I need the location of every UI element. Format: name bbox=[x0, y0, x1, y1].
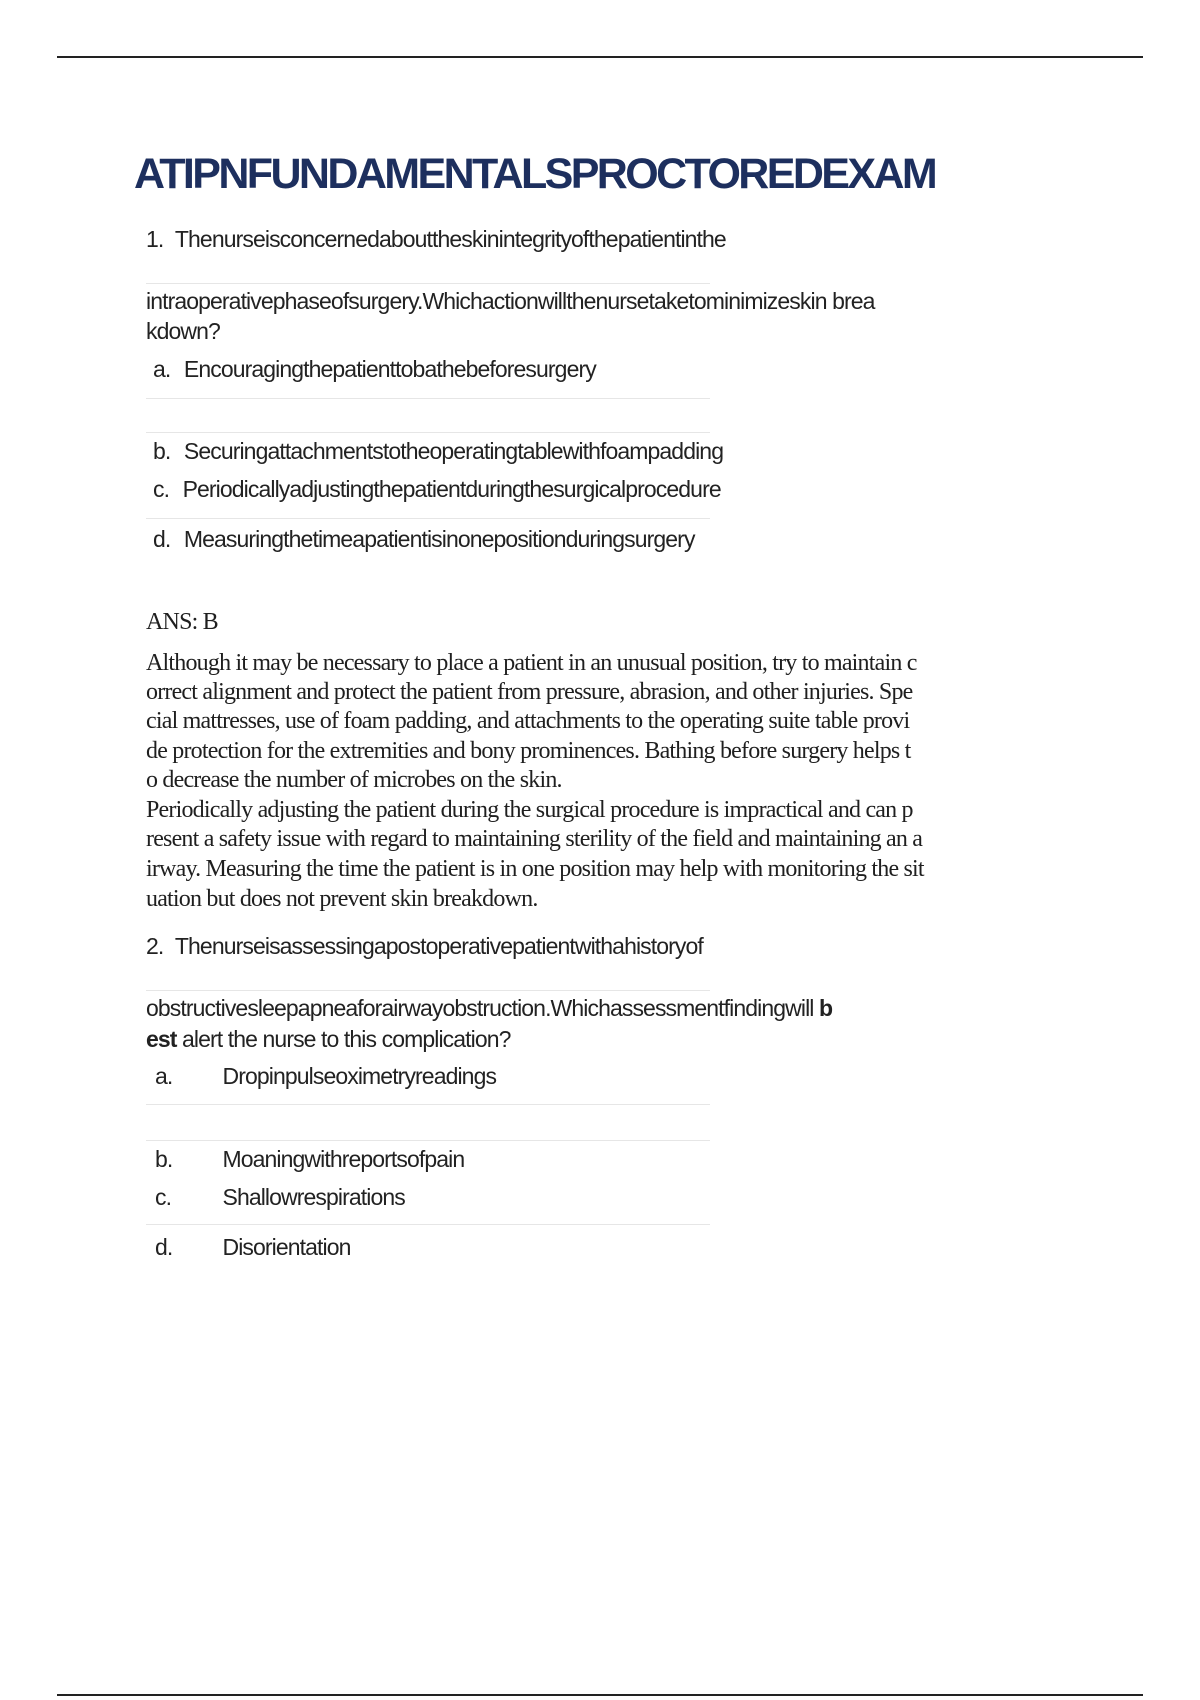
divider bbox=[146, 283, 710, 284]
question-2-number: 2. bbox=[146, 933, 164, 959]
divider bbox=[146, 1104, 710, 1105]
rationale-line: uation but does not prevent skin breakdown. bbox=[146, 886, 538, 912]
option-letter: a. bbox=[155, 1063, 173, 1089]
option-letter: c. bbox=[153, 476, 170, 502]
header-rule bbox=[57, 56, 1143, 58]
question-1-stem-line-1 bbox=[146, 226, 726, 253]
option-text: Periodicallyadjustingthepatientduringthesurgicalprocedure bbox=[182, 476, 721, 502]
question-1-stem-line-2: intraoperativephaseofsurgery.Whichactionwillthenursetaketominimizeskin brea bbox=[146, 288, 875, 314]
divider bbox=[146, 1224, 710, 1225]
option-letter: c. bbox=[155, 1184, 172, 1210]
footer-rule bbox=[57, 1694, 1143, 1696]
option-text: Securingattachmentstotheoperatingtablewithfoampadding bbox=[183, 438, 724, 464]
divider bbox=[146, 432, 710, 433]
option-text: Encouragingthepatienttobathebeforesurgery bbox=[183, 356, 596, 382]
option-text: Moaningwithreportsofpain bbox=[222, 1146, 465, 1172]
question-2-option-b bbox=[155, 1146, 464, 1173]
question-1-option-a bbox=[153, 356, 596, 383]
option-letter: b. bbox=[153, 438, 171, 464]
question-1-number: 1. bbox=[146, 226, 164, 252]
question-1-option-d bbox=[153, 526, 695, 553]
divider bbox=[146, 518, 710, 519]
question-2-stem-line-3 bbox=[146, 1026, 511, 1053]
rationale-line: o decrease the number of microbes on the skin. bbox=[146, 767, 562, 793]
divider bbox=[146, 990, 710, 991]
question-2-stem-line-1 bbox=[146, 933, 703, 960]
question-1-option-b bbox=[153, 438, 723, 465]
option-text: Measuringthetimeapatientisinonepositionduringsurgery bbox=[183, 526, 695, 552]
question-2-stem-emphasis: est bbox=[146, 1026, 177, 1052]
rationale-line: orrect alignment and protect the patient from pressure, abrasion, and other injuries. Spe bbox=[146, 679, 913, 705]
option-text: Shallowrespirations bbox=[222, 1184, 405, 1210]
question-1-answer: ANS: B bbox=[146, 609, 218, 635]
divider bbox=[146, 398, 710, 399]
question-1-stem-text: Thenurseisconcernedabouttheskinintegrityofthepatientinthe bbox=[174, 226, 726, 252]
question-2-stem-line-2 bbox=[146, 995, 832, 1022]
option-letter: d. bbox=[155, 1234, 173, 1260]
option-letter: d. bbox=[153, 526, 171, 552]
document-title: ATIPNFUNDAMENTALSPROCTOREDEXAM bbox=[134, 150, 936, 198]
question-1-stem-line-3: kdown? bbox=[146, 318, 220, 344]
rationale-line: cial mattresses, use of foam padding, and attachments to the operating suite table provi bbox=[146, 708, 910, 734]
question-2-option-d bbox=[155, 1234, 351, 1261]
question-2-stem-emphasis: b bbox=[819, 995, 833, 1021]
rationale-line: Although it may be necessary to place a patient in an unusual position, try to maintain c bbox=[146, 650, 917, 676]
question-1-option-c bbox=[153, 476, 721, 503]
question-2-option-c bbox=[155, 1184, 405, 1211]
rationale-line: de protection for the extremities and bony prominences. Bathing before surgery helps t bbox=[146, 738, 911, 764]
question-2-stem-text: Thenurseisassessingapostoperativepatientwithahistoryof bbox=[174, 933, 703, 959]
option-text: Disorientation bbox=[222, 1234, 351, 1260]
rationale-line: irway. Measuring the time the patient is in one position may help with monitoring the sit bbox=[146, 856, 924, 882]
question-2-stem-text: alert the nurse to this complication? bbox=[176, 1026, 511, 1052]
option-letter: a. bbox=[153, 356, 171, 382]
question-2-stem-text: obstructivesleepapneaforairwayobstruction.Whichassessmentfindingwill bbox=[146, 995, 814, 1021]
question-2-option-a bbox=[155, 1063, 496, 1090]
option-text: Dropinpulseoximetryreadings bbox=[222, 1063, 497, 1089]
divider bbox=[146, 1140, 710, 1141]
option-letter: b. bbox=[155, 1146, 173, 1172]
rationale-line: resent a safety issue with regard to maintaining sterility of the field and maintaining an a bbox=[146, 826, 923, 852]
rationale-line: Periodically adjusting the patient during the surgical procedure is impractical and can p bbox=[146, 797, 913, 823]
